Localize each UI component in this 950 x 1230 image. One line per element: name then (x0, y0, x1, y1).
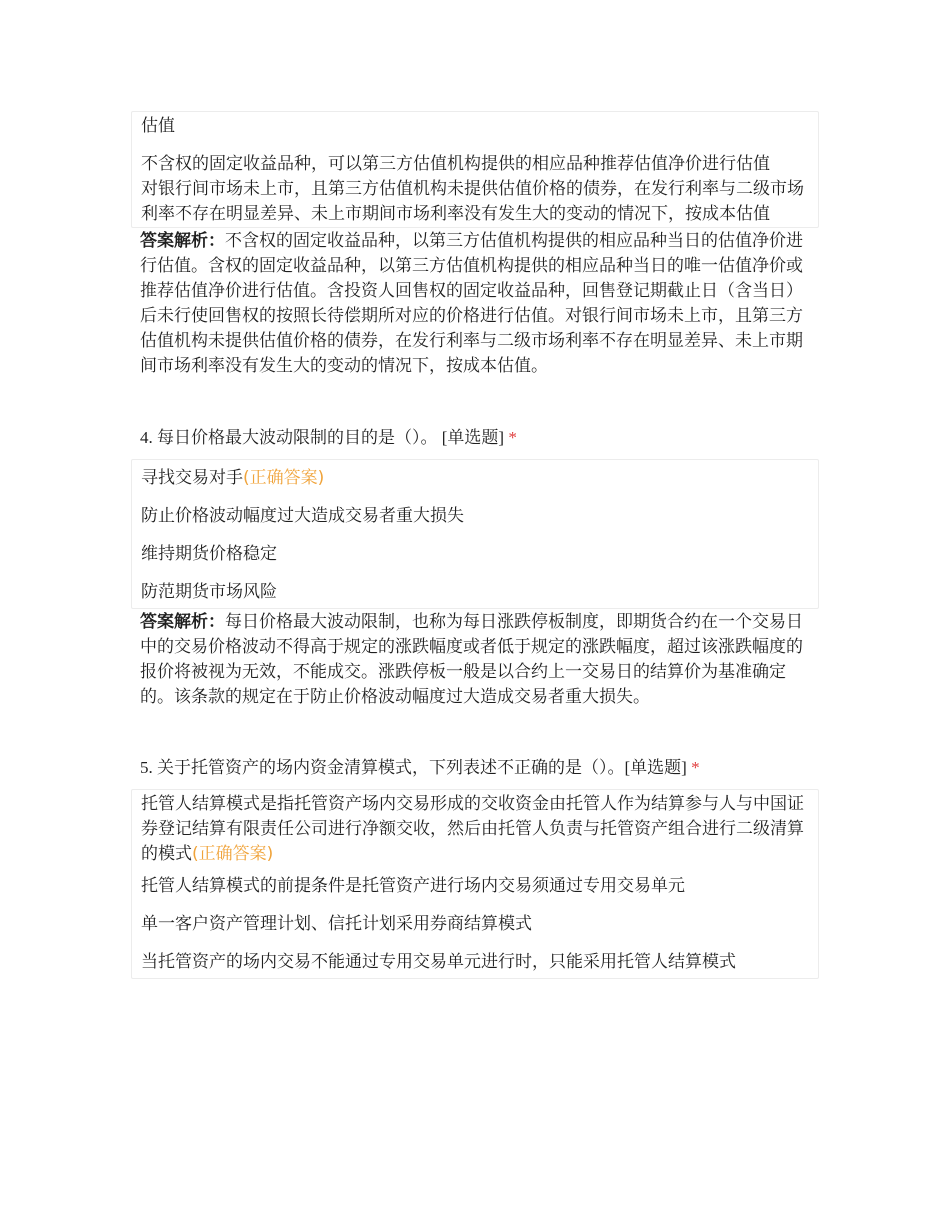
analysis-label: 答案解析： (140, 612, 225, 632)
required-mark: * (508, 428, 517, 447)
q5-option-2[interactable]: 托管人结算模式的前提条件是托管资产进行场内交易须通过专用交易单元 (141, 876, 685, 896)
q3-option-2[interactable]: 不含权的固定收益品种，可以第三方估值机构提供的相应品种推荐估值净价进行估值 (141, 154, 770, 174)
correct-answer-badge: (正确答案) (192, 844, 274, 864)
q5-options (131, 789, 819, 979)
analysis-text: 每日价格最大波动限制，也称为每日涨跌停板制度，即期货合约在一个交易日中的交易价格波动不得高于规定的涨跌幅度或者低于规定的涨跌幅度，超过该涨跌幅度的报价将被视为无效，不能成交。涨跌停板一般是以合约上一交易日的结算价为基准确定的。该条款的规定在于防止价格波动幅度过大造成交易者重大损失。 (140, 612, 803, 707)
q3-answer-analysis (131, 229, 819, 379)
q4-option-1[interactable]: 寻找交易对手(正确答案) (141, 468, 325, 488)
correct-answer-badge: (正确答案) (243, 468, 325, 488)
analysis-label: 答案解析： (140, 231, 225, 251)
q3-option-1[interactable]: 估值 (141, 116, 175, 136)
q5-title: 5. 关于托管资产的场内资金清算模式，下列表述不正确的是（）。[单选题] * (140, 758, 700, 777)
q4-option-4[interactable]: 防范期货市场风险 (141, 582, 277, 602)
quiz-page (131, 111, 819, 979)
q5-option-4[interactable]: 当托管资产的场内交易不能通过专用交易单元进行时，只能采用托管人结算模式 (141, 952, 736, 972)
q5-option-3[interactable]: 单一客户资产管理计划、信托计划采用券商结算模式 (141, 914, 532, 934)
q3-option-3[interactable]: 对银行间市场未上市，且第三方估值机构未提供估值价格的债券，在发行利率与二级市场利率不存在明显差异、未上市期间市场利率没有发生大的变动的情况下，按成本估值 (141, 179, 804, 224)
q4-option-2[interactable]: 防止价格波动幅度过大造成交易者重大损失 (141, 506, 464, 526)
q3-options (131, 111, 819, 228)
q4-options (131, 459, 819, 609)
required-mark: * (691, 758, 700, 777)
q5-option-1[interactable]: 托管人结算模式是指托管资产场内交易形成的交收资金由托管人作为结算参与人与中国证券登记结算有限责任公司进行净额交收，然后由托管人负责与托管资产组合进行二级清算的模式(正确答案) (141, 794, 804, 864)
q4-title: 4. 每日价格最大波动限制的目的是（）。 [单选题] * (140, 428, 517, 447)
q4-answer-analysis (131, 610, 819, 710)
q4-option-3[interactable]: 维持期货价格稳定 (141, 544, 277, 564)
analysis-text: 不含权的固定收益品种，以第三方估值机构提供的相应品种当日的估值净价进行估值。含权的固定收益品种，以第三方估值机构提供的相应品种当日的唯一估值净价或推荐估值净价进行估值。含投资人回售权的固定收益品种，回售登记期截止日（含当日）后未行使回售权的按照长待偿期所对应的价格进行估值。对银行间市场未上市，且第三方估值机构未提供估值价格的债券，在发行利率与二级市场利率不存在明显差异、未上市期间市场利率没有发生大的变动的情况下，按成本估值。 (140, 231, 803, 376)
